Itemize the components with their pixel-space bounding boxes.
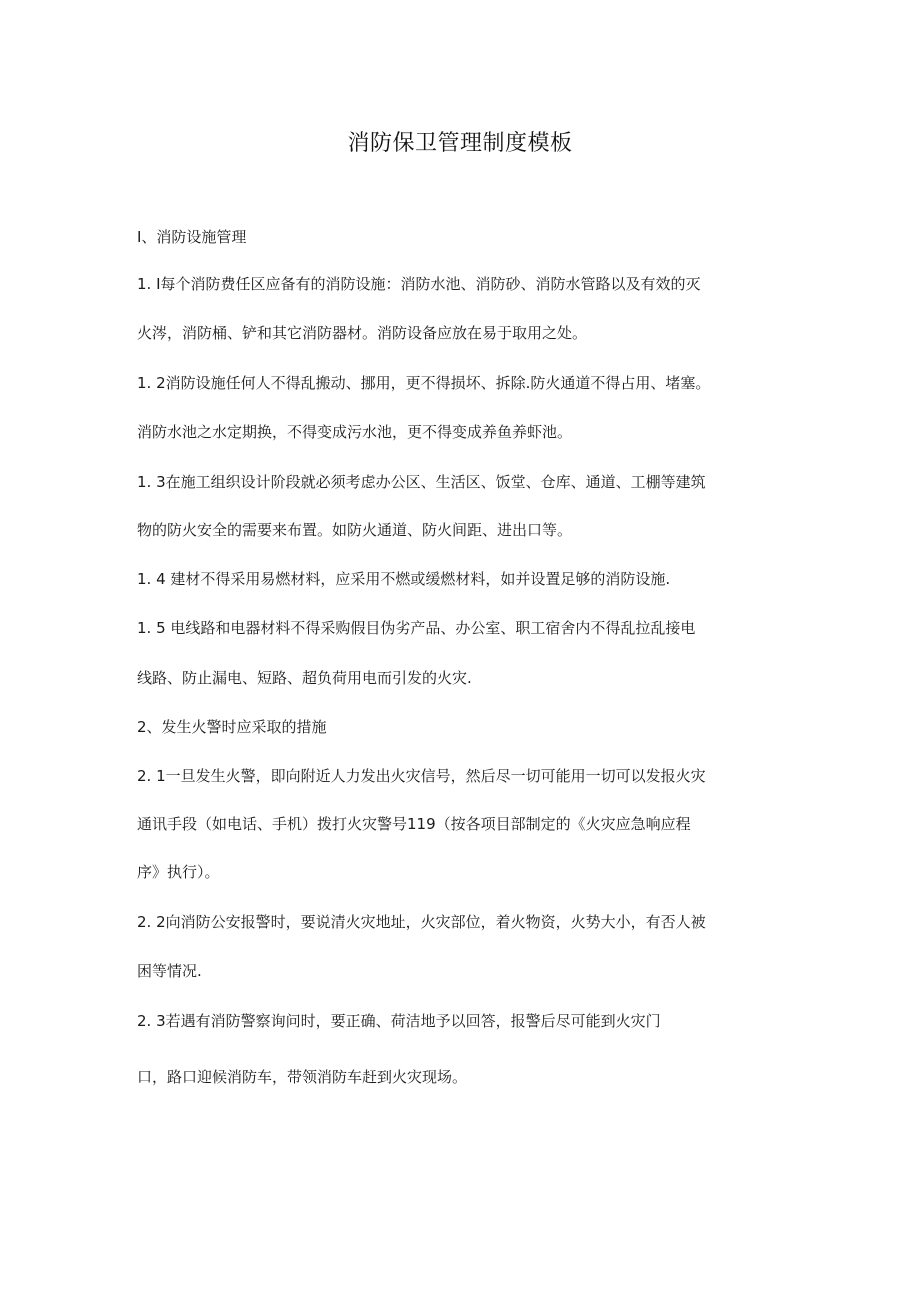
paragraph-line: 1. 3在施工组织设计阶段就必须考虑办公区、生活区、饭堂、仓库、通道、工棚等建筑 [137,473,706,491]
paragraph-line: 序》执行）。 [137,863,220,881]
paragraph-line: 2. 1一旦发生火警，即向附近人力发出火灾信号，然后尽一切可能用一切可以发报火灾 [137,767,706,785]
paragraph-line: 物的防火安全的需要来布置。如防火通道、防火间距、进出口等。 [137,521,573,539]
paragraph-line: 1. 5 电线路和电器材料不得采购假目伪劣产品、办公室、职工宿舍内不得乱拉乱接电 [137,619,696,637]
section-heading-2: 2、发生火警时应采取的措施 [137,718,327,736]
paragraph-line: 1. 4 建材不得采用易燃材料，应采用不燃或缓燃材料，如并设置足够的消防设施. [137,570,671,588]
paragraph-line: 消防水池之水定期换，不得变成污水池，更不得变成养鱼养虾池。 [137,423,573,441]
paragraph-line: 1. 2消防设施任何人不得乱搬动、挪用，更不得损坏、拆除.防火通道不得占用、堵塞。 [137,374,711,392]
paragraph-line: 1. I每个消防费任区应备有的消防设施：消防水池、消防砂、消防水管路以及有效的灭 [137,275,701,293]
paragraph-line: 火涔，消防桶、铲和其它消防器材。消防设备应放在易于取用之处。 [137,324,588,342]
section-heading-1: I、消防设施管理 [137,228,247,246]
paragraph-line: 通讯手段（如电话、手机）拨打火灾警号119（按各项目部制定的《火灾应急响应程 [137,815,691,833]
paragraph-line: 2. 2向消防公安报警时，要说清火灾地址，火灾部位，着火物资，火势大小，有否人被 [137,913,706,931]
paragraph-line: 线路、防止漏电、短路、超负荷用电而引发的火灾. [137,669,472,687]
paragraph-line: 2. 3若遇有消防警察询问时，要正确、荷洁地予以回答，报警后尽可能到火灾门 [137,1012,661,1030]
paragraph-line: 困等情况. [137,962,202,980]
document-title: 消防保卫管理制度模板 [347,131,573,156]
paragraph-line: 口，路口迎候消防车，带领消防车赶到火灾现场。 [137,1068,468,1086]
